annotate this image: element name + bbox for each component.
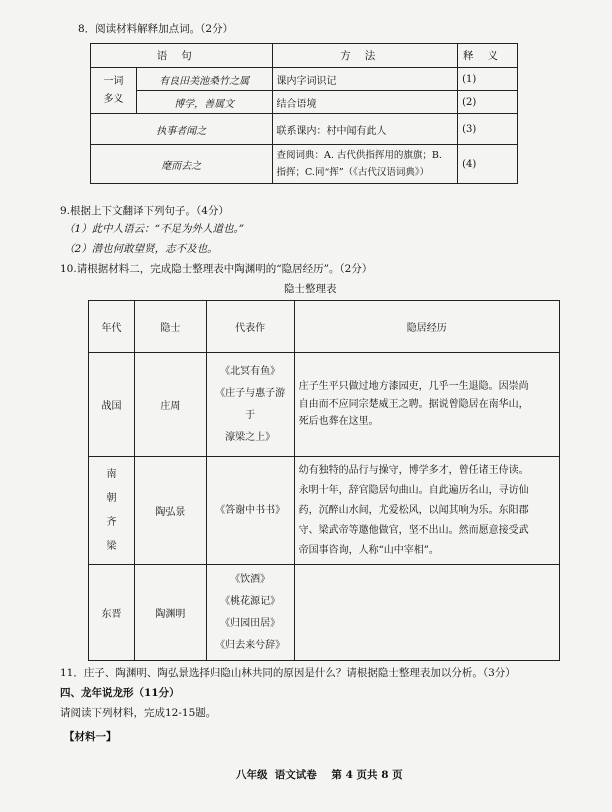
hermit-2: 陶弘景 bbox=[134, 457, 206, 565]
sentence-3: 执事者闻之 bbox=[91, 114, 273, 145]
q9-item-2: （2）潜也何敢望贤，志不及也。 bbox=[64, 243, 218, 255]
header-experience: 隐居经历 bbox=[294, 301, 559, 353]
q11-title: 11．庄子、陶渊明、陶弘景选择归隐山林共同的原因是什么？请根据隐士整理表加以分析。（3分） bbox=[60, 667, 516, 679]
header-era: 年代 bbox=[89, 301, 135, 353]
answer-1[interactable]: (1) bbox=[458, 68, 518, 91]
section4-title: 四、龙年说龙形（11分） bbox=[60, 687, 180, 699]
method-1: 课内字词识记 bbox=[272, 68, 458, 91]
hermit-3: 陶渊明 bbox=[134, 565, 206, 661]
header-method: 方法 bbox=[272, 44, 458, 68]
experience-3-answer-blank[interactable] bbox=[294, 565, 559, 661]
q10-title: 10.请根据材料二，完成隐士整理表中陶渊明的“隐居经历”。（2分） bbox=[60, 263, 373, 275]
era-1: 战国 bbox=[89, 353, 135, 457]
sentence-4: 麾而去之 bbox=[91, 145, 273, 184]
method-4: 查阅词典：A. 古代供指挥用的旗旗；B. 指挥；C.同“挥”（《古代汉语词典》） bbox=[272, 145, 458, 184]
header-meaning: 释义 bbox=[458, 44, 518, 68]
page-footer: 八年级 语文试卷 第 4 页共 8 页 bbox=[236, 769, 403, 781]
word-meaning-table bbox=[90, 43, 518, 184]
header-sentence: 语句 bbox=[91, 44, 273, 68]
section4-intro: 请阅读下列材料，完成12-15题。 bbox=[60, 707, 217, 719]
polysemy-label: 一词 多义 bbox=[91, 68, 137, 114]
q9-item-1: （1）此中人语云：“不足为外人道也。” bbox=[64, 223, 245, 235]
sentence-2: 博学，善属文 bbox=[136, 91, 272, 114]
method-2: 结合语境 bbox=[272, 91, 458, 114]
works-2: 《答谢中书书》 bbox=[206, 457, 294, 565]
answer-4[interactable]: (4) bbox=[458, 145, 518, 184]
hermit-table-title: 隐士整理表 bbox=[284, 283, 337, 295]
era-3: 东晋 bbox=[89, 565, 135, 661]
answer-2[interactable]: (2) bbox=[458, 91, 518, 114]
q8-title: 8．阅读材料解释加点词。（2分） bbox=[78, 23, 234, 35]
era-2: 南 朝 齐 梁 bbox=[89, 457, 135, 565]
works-3: 《饮酒》 《桃花源记》 《归园田居》 《归去来兮辞》 bbox=[206, 565, 294, 661]
experience-2: 幼有独特的品行与操守，博学多才，曾任诸王侍读。 永明十年，辞官隐居句曲山。自此遍历名山，寻访仙 药，沉醉山水间，尤爱松风，以闻其响为乐。东阳郡 守、梁武帝等邀他做官，坚不出山。然而愿意接受武 帝国事咨询，人称“山中宰相”。 bbox=[294, 457, 559, 565]
works-1: 《北冥有鱼》 《庄子与惠子游于 濠梁之上》 bbox=[206, 353, 294, 457]
header-hermit: 隐士 bbox=[134, 301, 206, 353]
method-3: 联系课内：村中闻有此人 bbox=[272, 114, 458, 145]
experience-1: 庄子生平只做过地方漆园吏，几乎一生退隐。因崇尚 自由而不应同宗楚威王之聘。据说曾隐居在南华山， 死后也葬在这里。 bbox=[294, 353, 559, 457]
hermit-table bbox=[88, 300, 560, 661]
q9-title: 9.根据上下文翻译下列句子。（4分） bbox=[60, 205, 229, 217]
material-1-label: 【材料一】 bbox=[64, 731, 117, 743]
answer-3[interactable]: (3) bbox=[458, 114, 518, 145]
sentence-1: 有良田美池桑竹之属 bbox=[136, 68, 272, 91]
header-works: 代表作 bbox=[206, 301, 294, 353]
hermit-1: 庄周 bbox=[134, 353, 206, 457]
